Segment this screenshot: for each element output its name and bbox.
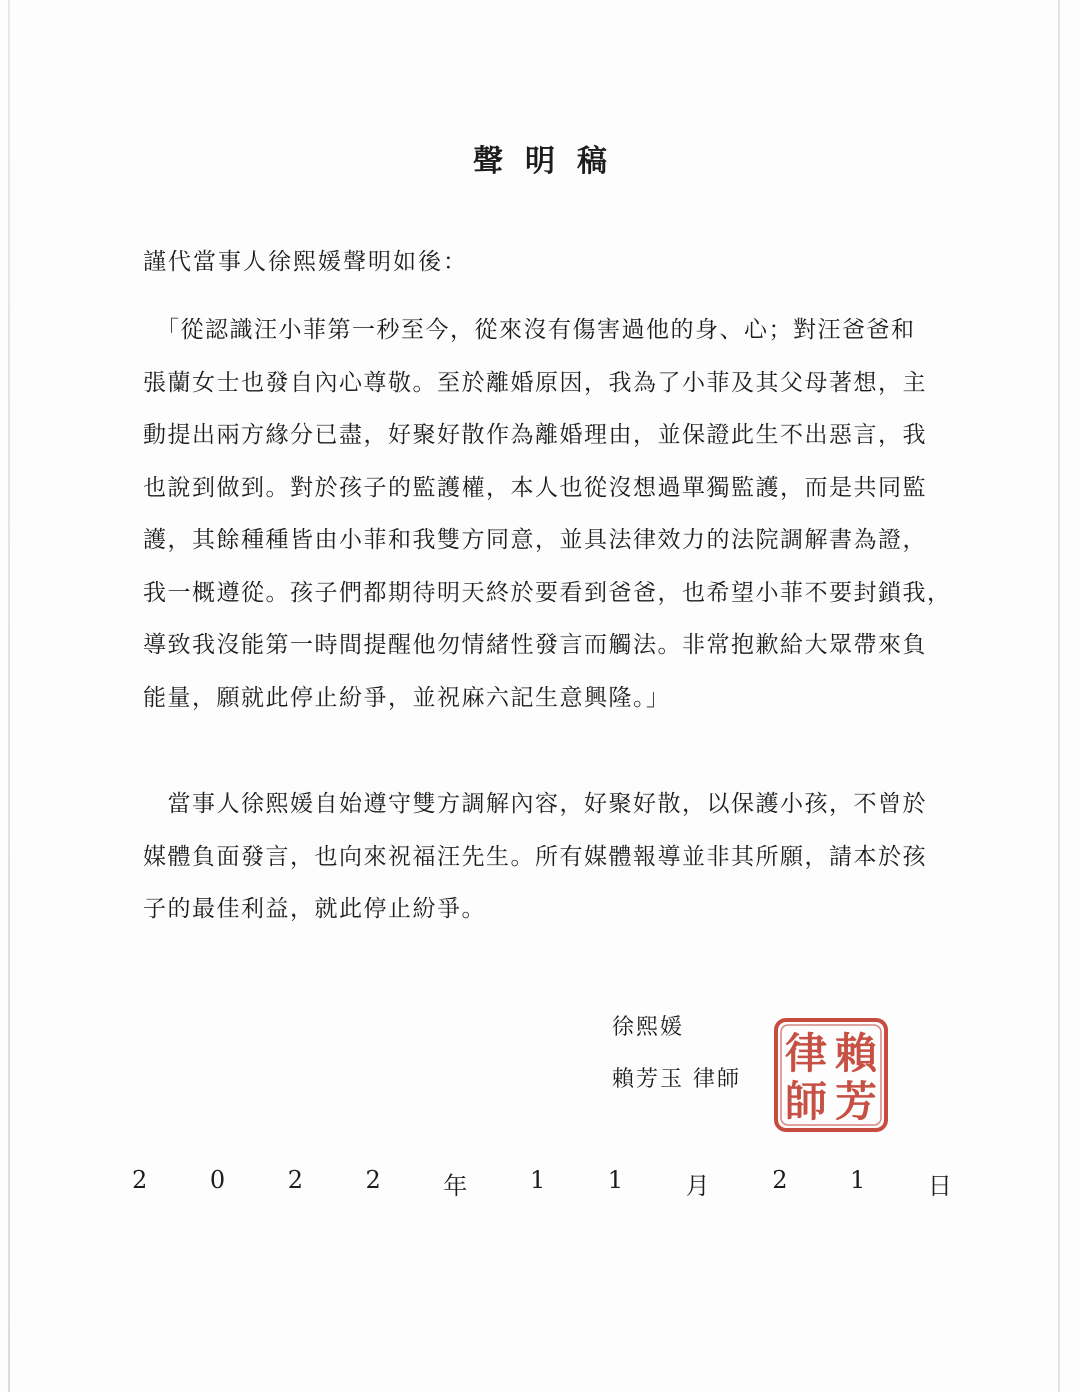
date-month-digit: 1 [529, 1166, 546, 1194]
quote-line: 張蘭女士也發自內心尊敬。至於離婚原因，我為了小菲及其父母著想，主 [143, 369, 927, 396]
document-title: 聲明稿 [473, 144, 629, 179]
page-edge-left [8, 0, 10, 1392]
svg-text:師: 師 [784, 1077, 828, 1126]
quote-line: 也說到做到。對於孩子的監護權，本人也從沒想過單獨監護，而是共同監 [143, 474, 927, 501]
date-year-digit: 0 [209, 1166, 226, 1194]
date-month-unit: 月 [685, 1172, 710, 1200]
svg-text:律: 律 [784, 1029, 828, 1078]
date-day-digit: 2 [772, 1166, 788, 1194]
lead-sentence: 謹代當事人徐熙媛聲明如後： [143, 249, 468, 275]
date-year-unit: 年 [443, 1172, 468, 1200]
lawyer-statement [143, 778, 953, 936]
date-year-digit: 2 [365, 1166, 381, 1194]
date-day-digit: 1 [850, 1166, 866, 1194]
svg-text:芳: 芳 [834, 1077, 878, 1126]
quote-line: 護，其餘種種皆由小菲和我雙方同意，並具法律效力的法院調解書為證， [143, 527, 927, 553]
quote-line: 動提出兩方緣分已盡，好聚好散作為離婚理由，並保證此生不出惡言，我 [143, 422, 927, 448]
date-year-digit: 2 [287, 1166, 303, 1194]
quoted-statement [143, 304, 953, 724]
statement-line: 當事人徐熙媛自始遵守雙方調解內容，好聚好散，以保護小孩，不曾於 [143, 791, 927, 817]
quote-line: 能量，願就此停止紛爭，並祝麻六記生意興隆。」 [143, 684, 671, 711]
svg-text:賴: 賴 [834, 1029, 878, 1078]
date-year-digit: 2 [132, 1166, 148, 1194]
page-edge-right [1058, 0, 1060, 1392]
statement-line: 媒體負面發言，也向來祝福汪先生。所有媒體報導並非其所願，請本於孩 [143, 843, 927, 870]
quote-line: 我一概遵從。孩子們都期待明天終於要看到爸爸，也希望小菲不要封鎖我， [143, 579, 952, 606]
lawyer-seal-stamp [772, 1016, 890, 1134]
date-day-unit: 日 [927, 1172, 952, 1200]
signature-party: 徐熙媛 [612, 1015, 685, 1040]
document-date [132, 1166, 952, 1201]
statement-line: 子的最佳利益，就此停止紛爭。 [143, 896, 486, 922]
signature-lawyer: 賴芳玉 律師 [612, 1067, 741, 1092]
quote-line: 「從認識汪小菲第一秒至今，從來沒有傷害過他的身、心；對汪爸爸和 [143, 317, 916, 343]
date-month-digit: 1 [607, 1166, 624, 1194]
quote-line: 導致我沒能第一時間提醒他勿情緒性發言而觸法。非常抱歉給大眾帶來負 [143, 632, 927, 658]
